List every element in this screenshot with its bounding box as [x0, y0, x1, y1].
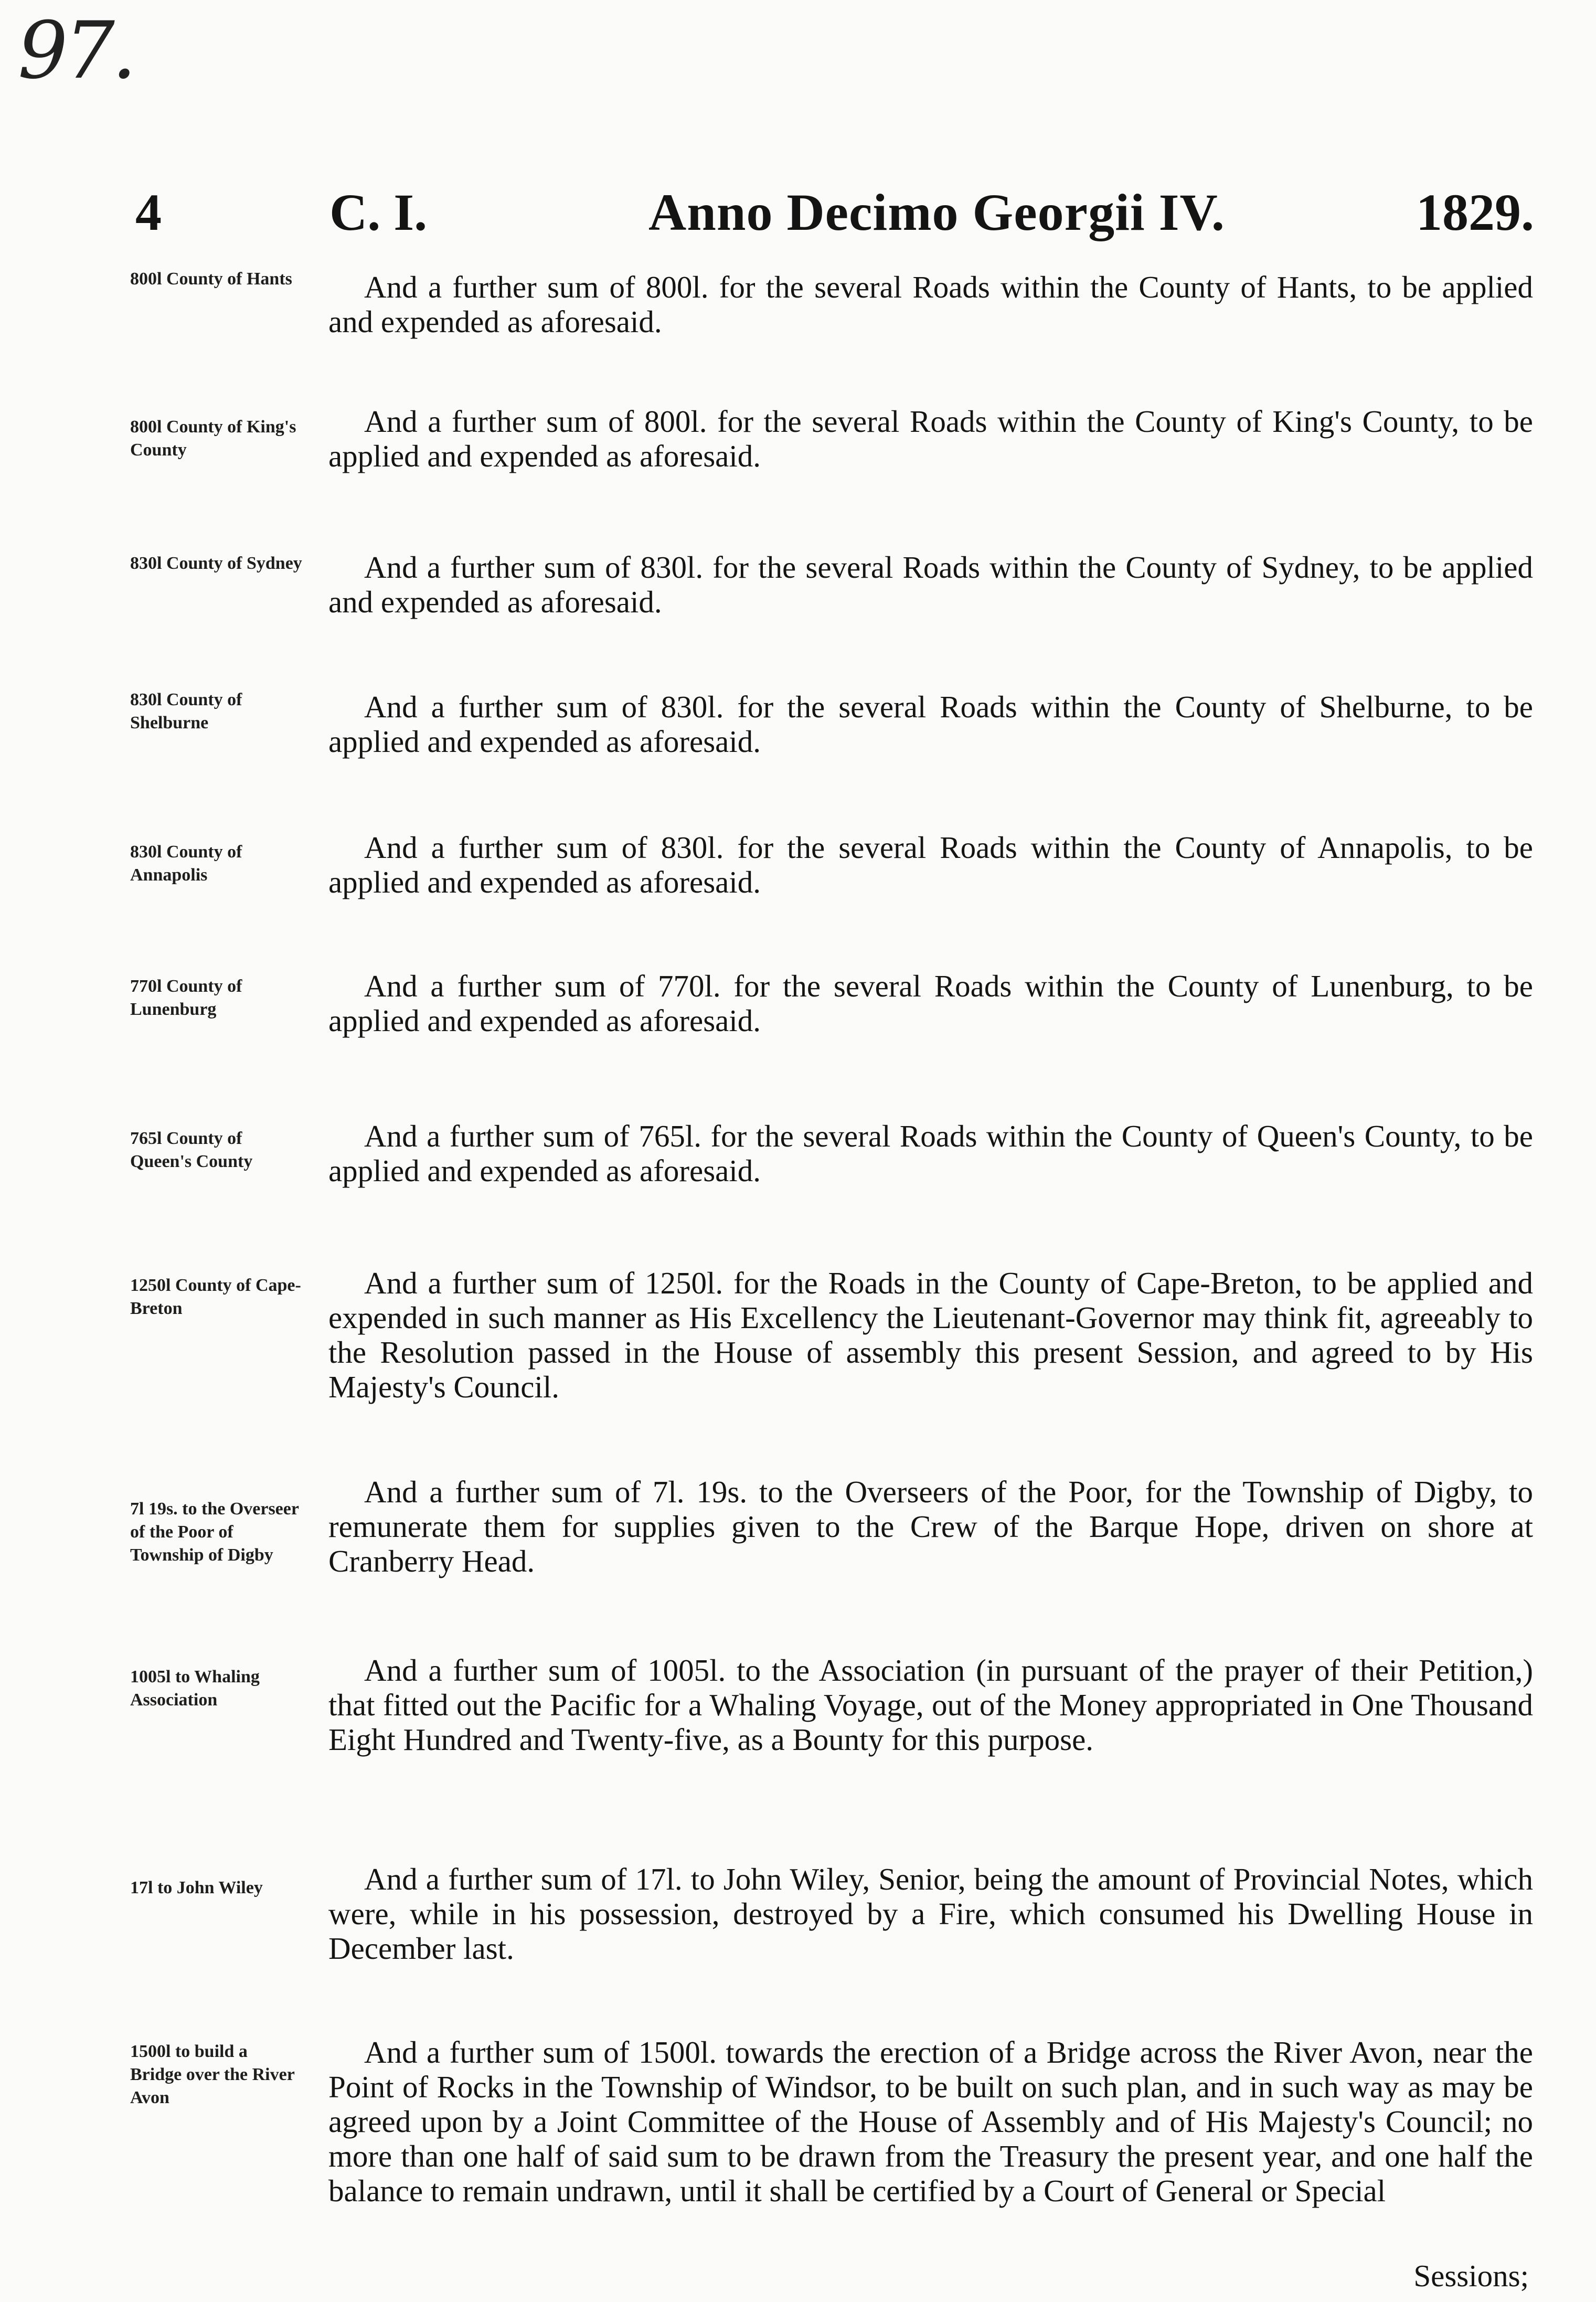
- entry-text: And a further sum of 1005l. to the Association (in pursuant of the prayer of their Petition,) that fitted out the Pacific for a Whaling Voyage, out of the Money appropriated in One Thousand Eight Hundred and Twenty-five, as a Bounty for this purpose.: [328, 1653, 1533, 1757]
- page-number: 4: [135, 183, 162, 241]
- entry-text: And a further sum of 1500l. towards the erection of a Bridge across the River Avon, near the Point of Rocks in the Township of Windsor, to be built on such plan, and in such way as may be agreed upon by a Joint Committee of the House of Assembly and of His Majesty's Council; no more than one half of said sum to be drawn from the Treasury the present year, and one half the balance to remain undrawn, until it shall be certified by a Court of General or Special: [328, 2035, 1533, 2208]
- entry-text: And a further sum of 830l. for the several Roads within the County of Sydney, to be applied and expended as aforesaid.: [328, 550, 1533, 619]
- running-title: Anno Decimo Georgii IV.: [648, 183, 1225, 241]
- margin-note: 1500l to build a Bridge over the River Avon: [130, 2042, 295, 2107]
- entry-text: And a further sum of 770l. for the several Roads within the County of Lunenburg, to be applied and expended as aforesaid.: [328, 969, 1533, 1038]
- entry-text: And a further sum of 765l. for the several Roads within the County of Queen's County, to be applied and expended as aforesaid.: [328, 1119, 1533, 1188]
- entry-text: And a further sum of 17l. to John Wiley, Senior, being the amount of Provincial Notes, which were, while in his possession, destroyed by a Fire, which consumed his Dwelling House in December last.: [328, 1862, 1533, 1966]
- margin-note: 770l County of Lunenburg: [130, 977, 242, 1019]
- margin-note: 800l County of King's County: [130, 417, 296, 460]
- margin-note: 17l to John Wiley: [130, 1878, 263, 1897]
- margin-note: 1250l County of Cape-Breton: [130, 1276, 301, 1318]
- margin-note: 765l County of Queen's County: [130, 1129, 253, 1171]
- chapter-number: C. I.: [329, 183, 428, 241]
- year: 1829.: [1416, 183, 1534, 241]
- margin-note: 800l County of Hants: [130, 269, 292, 289]
- margin-note: 1005l to Whaling Association: [130, 1667, 260, 1710]
- handwritten-folio-mark: 97.: [18, 5, 134, 97]
- entry-text: And a further sum of 800l. for the several Roads within the County of Hants, to be applied and expended as aforesaid.: [328, 270, 1533, 339]
- entry-text: And a further sum of 830l. for the several Roads within the County of Annapolis, to be applied and expended as aforesaid.: [328, 830, 1533, 899]
- margin-note: 7l 19s. to the Overseer of the Poor of Township of Digby: [130, 1499, 299, 1565]
- entry-text: And a further sum of 800l. for the several Roads within the County of King's County, to be applied and expended as aforesaid.: [328, 404, 1533, 473]
- margin-note: 830l County of Sydney: [130, 554, 302, 573]
- entry-text: And a further sum of 830l. for the several Roads within the County of Shelburne, to be applied and expended as aforesaid.: [328, 689, 1533, 759]
- margin-note: 830l County of Shelburne: [130, 690, 242, 733]
- margin-note: 830l County of Annapolis: [130, 842, 242, 885]
- running-header: [0, 183, 1596, 249]
- catchword: Sessions;: [1413, 2258, 1529, 2293]
- entry-text: And a further sum of 7l. 19s. to the Overseers of the Poor, for the Township of Digby, to remunerate them for supplies given to the Crew of the Barque Hope, driven on shore at Cranberry Head.: [328, 1474, 1533, 1578]
- entry-text: And a further sum of 1250l. for the Roads in the County of Cape-Breton, to be applied and expended in such manner as His Excellency the Lieutenant-Governor may think fit, agreeably to the Resolution passed in the House of assembly this present Session, and agreed to by His Majesty's Council.: [328, 1266, 1533, 1404]
